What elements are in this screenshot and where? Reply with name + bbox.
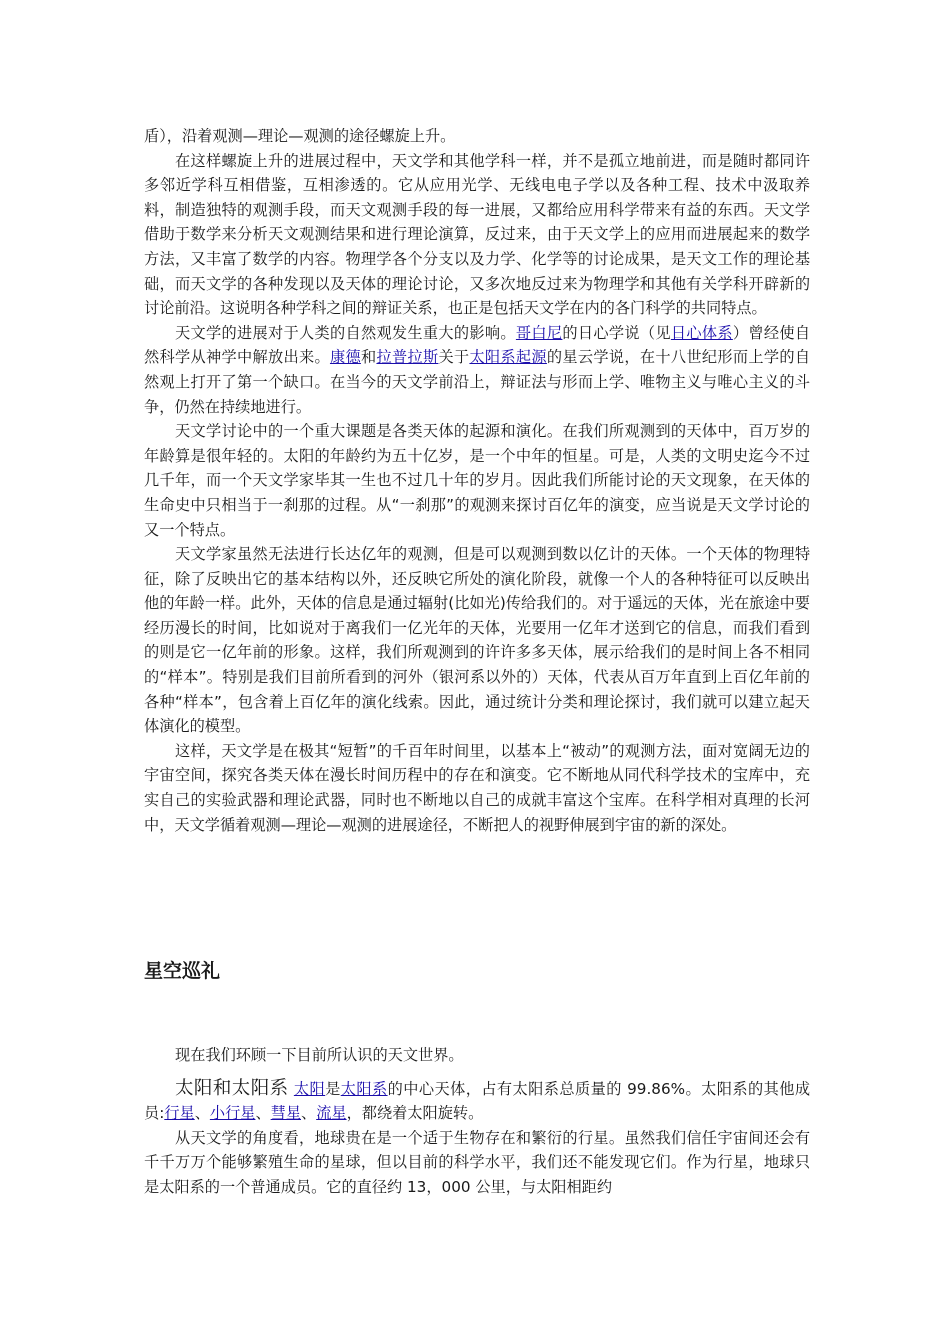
link-solar-system[interactable]: 太阳系 (340, 1079, 388, 1098)
section-heading: 星空巡礼 (144, 960, 221, 982)
text-span: 、 (301, 1104, 317, 1123)
link-minor-planet[interactable]: 小行星 (209, 1104, 256, 1123)
text-span: 的星云学说，在十八世纪形而上学的自然观上打开了第一个缺口。在当今的天文学前沿上，辩证法与形而上学、唯物主义与唯心主义的斗争，仍然在持续地进行。 (144, 348, 811, 416)
paragraph-earth: 从天文学的角度看，地球贵在是一个适于生物存在和繁衍的行星。虽然我们信任宇宙间还会有千千万万个能够繁殖生命的星球，但以目前的科学水平，我们还不能发现它们。作为行星，地球只是太阳系的一个普通成员。它的直径约 13，000 公里，与太阳相距约 (144, 1128, 810, 1196)
text-span: 的日心学说（见 (562, 323, 671, 342)
link-planet[interactable]: 行星 (164, 1104, 195, 1123)
paragraph-continuation: 盾），沿着观测—理论—观测的途径螺旋上升。 (144, 127, 456, 145)
link-sun[interactable]: 太阳 (293, 1079, 326, 1098)
text-span: 关于 (438, 348, 470, 367)
paragraph-worldview (144, 321, 810, 419)
subsection-title: 太阳和太阳系 (175, 1077, 289, 1099)
text-span: 的中心天体，占有太阳系总质量的 99.86%。太阳系的其他成员: (144, 1079, 811, 1123)
paragraph-summary: 这样，天文学是在极其“短暂”的千百年时间里，以基本上“被动”的观测方法，面对宽阔无边的宇宙空间，探究各类天体在漫长时间历程中的存在和演变。它不断地从同代科学技术的宝库中，充实自己的实验武器和理论武器，同时也不断地以自己的成就丰富这个宝库。在科学相对真理的长河中，天文学循着观测—理论—观测的进展途径，不断把人的视野伸展到宇宙的新的深处。 (144, 741, 810, 834)
paragraph-interdisciplinary: 在这样螺旋上升的进展过程中，天文学和其他学科一样，并不是孤立地前进，而是随时都同许多邻近学科互相借鉴，互相渗透的。它从应用光学、无线电电子学以及各种工程、技术中汲取养料，制造独特的观测手段，而天文观测手段的每一进展，又都给应用科学带来有益的东西。天文学借助于数学来分析天文观测结果和进行理论演算，反过来，由于天文学上的应用而进展起来的数学方法，又丰富了数学的内容。物理学各个分支以及力学、化学等的讨论成果，是天文工作的理论基础，而天文学的各种发现以及天体的理论讨论，又多次地反过来为物理学和其他有关学科开辟新的讨论前沿。这说明各种学科之间的辩证关系，也正是包括天文学在内的各门科学的共同特点。 (144, 151, 810, 318)
link-heliocentric-system[interactable]: 日心体系 (670, 323, 733, 342)
text-span: 是 (325, 1079, 341, 1098)
section-intro: 现在我们环顾一下目前所认识的天文世界。 (175, 1046, 464, 1064)
text-span: 天文学的进展对于人类的自然观发生重大的影响。 (175, 323, 516, 342)
paragraph-sun (144, 1077, 810, 1126)
text-span: ，都绕着太阳旋转。 (346, 1104, 484, 1123)
link-copernicus[interactable]: 哥白尼 (515, 323, 563, 342)
article-body (144, 124, 810, 837)
link-laplace[interactable]: 拉普拉斯 (376, 348, 439, 367)
link-solar-system-origin[interactable]: 太阳系起源 (469, 348, 547, 367)
link-meteor[interactable]: 流星 (316, 1104, 347, 1123)
paragraph-samples: 天文学家虽然无法进行长达亿年的观测，但是可以观测到数以亿计的天体。一个天体的物理特征，除了反映出它的基本结构以外，还反映它所处的演化阶段，就像一个人的各种特征可以反映出他的年龄一样。此外，天体的信息是通过辐射(比如光)传给我们的。对于遥远的天体，光在旅途中要经历漫长的时间，比如说对于离我们一亿光年的天体，光要用一亿年才送到它的信息，而我们看到的则是它一亿年前的形象。这样，我们所观测到的许许多多天体，展示给我们的是时间上各不相同的“样本”。特别是我们目前所看到的河外（银河系以外的）天体，代表从百万年直到上百亿年前的各种“样本”，包含着上百亿年的演化线索。因此，通过统计分类和理论探讨，我们就可以建立起天体演化的模型。 (144, 545, 810, 736)
paragraph-evolution: 天文学讨论中的一个重大课题是各类天体的起源和演化。在我们所观测到的天体中，百万岁的年龄算是很年轻的。太阳的年龄约为五十亿岁，是一个中年的恒星。可是，人类的文明史迄今不过几千年，而一个天文学家毕其一生也不过几十年的岁月。因此我们所能讨论的天文现象，在天体的生命史中只相当于一刹那的过程。从“一刹那”的观测来探讨百亿年的演变，应当说是天文学讨论的又一个特点。 (144, 422, 810, 539)
link-kant[interactable]: 康德 (329, 348, 361, 367)
section-body (144, 1043, 810, 1200)
text-span: 、 (194, 1104, 210, 1123)
text-span: 和 (360, 348, 377, 367)
link-comet[interactable]: 彗星 (270, 1104, 301, 1123)
text-span: 、 (255, 1104, 271, 1123)
text-span: ）曾经使自然科学从神学中解放出来。 (144, 323, 811, 367)
